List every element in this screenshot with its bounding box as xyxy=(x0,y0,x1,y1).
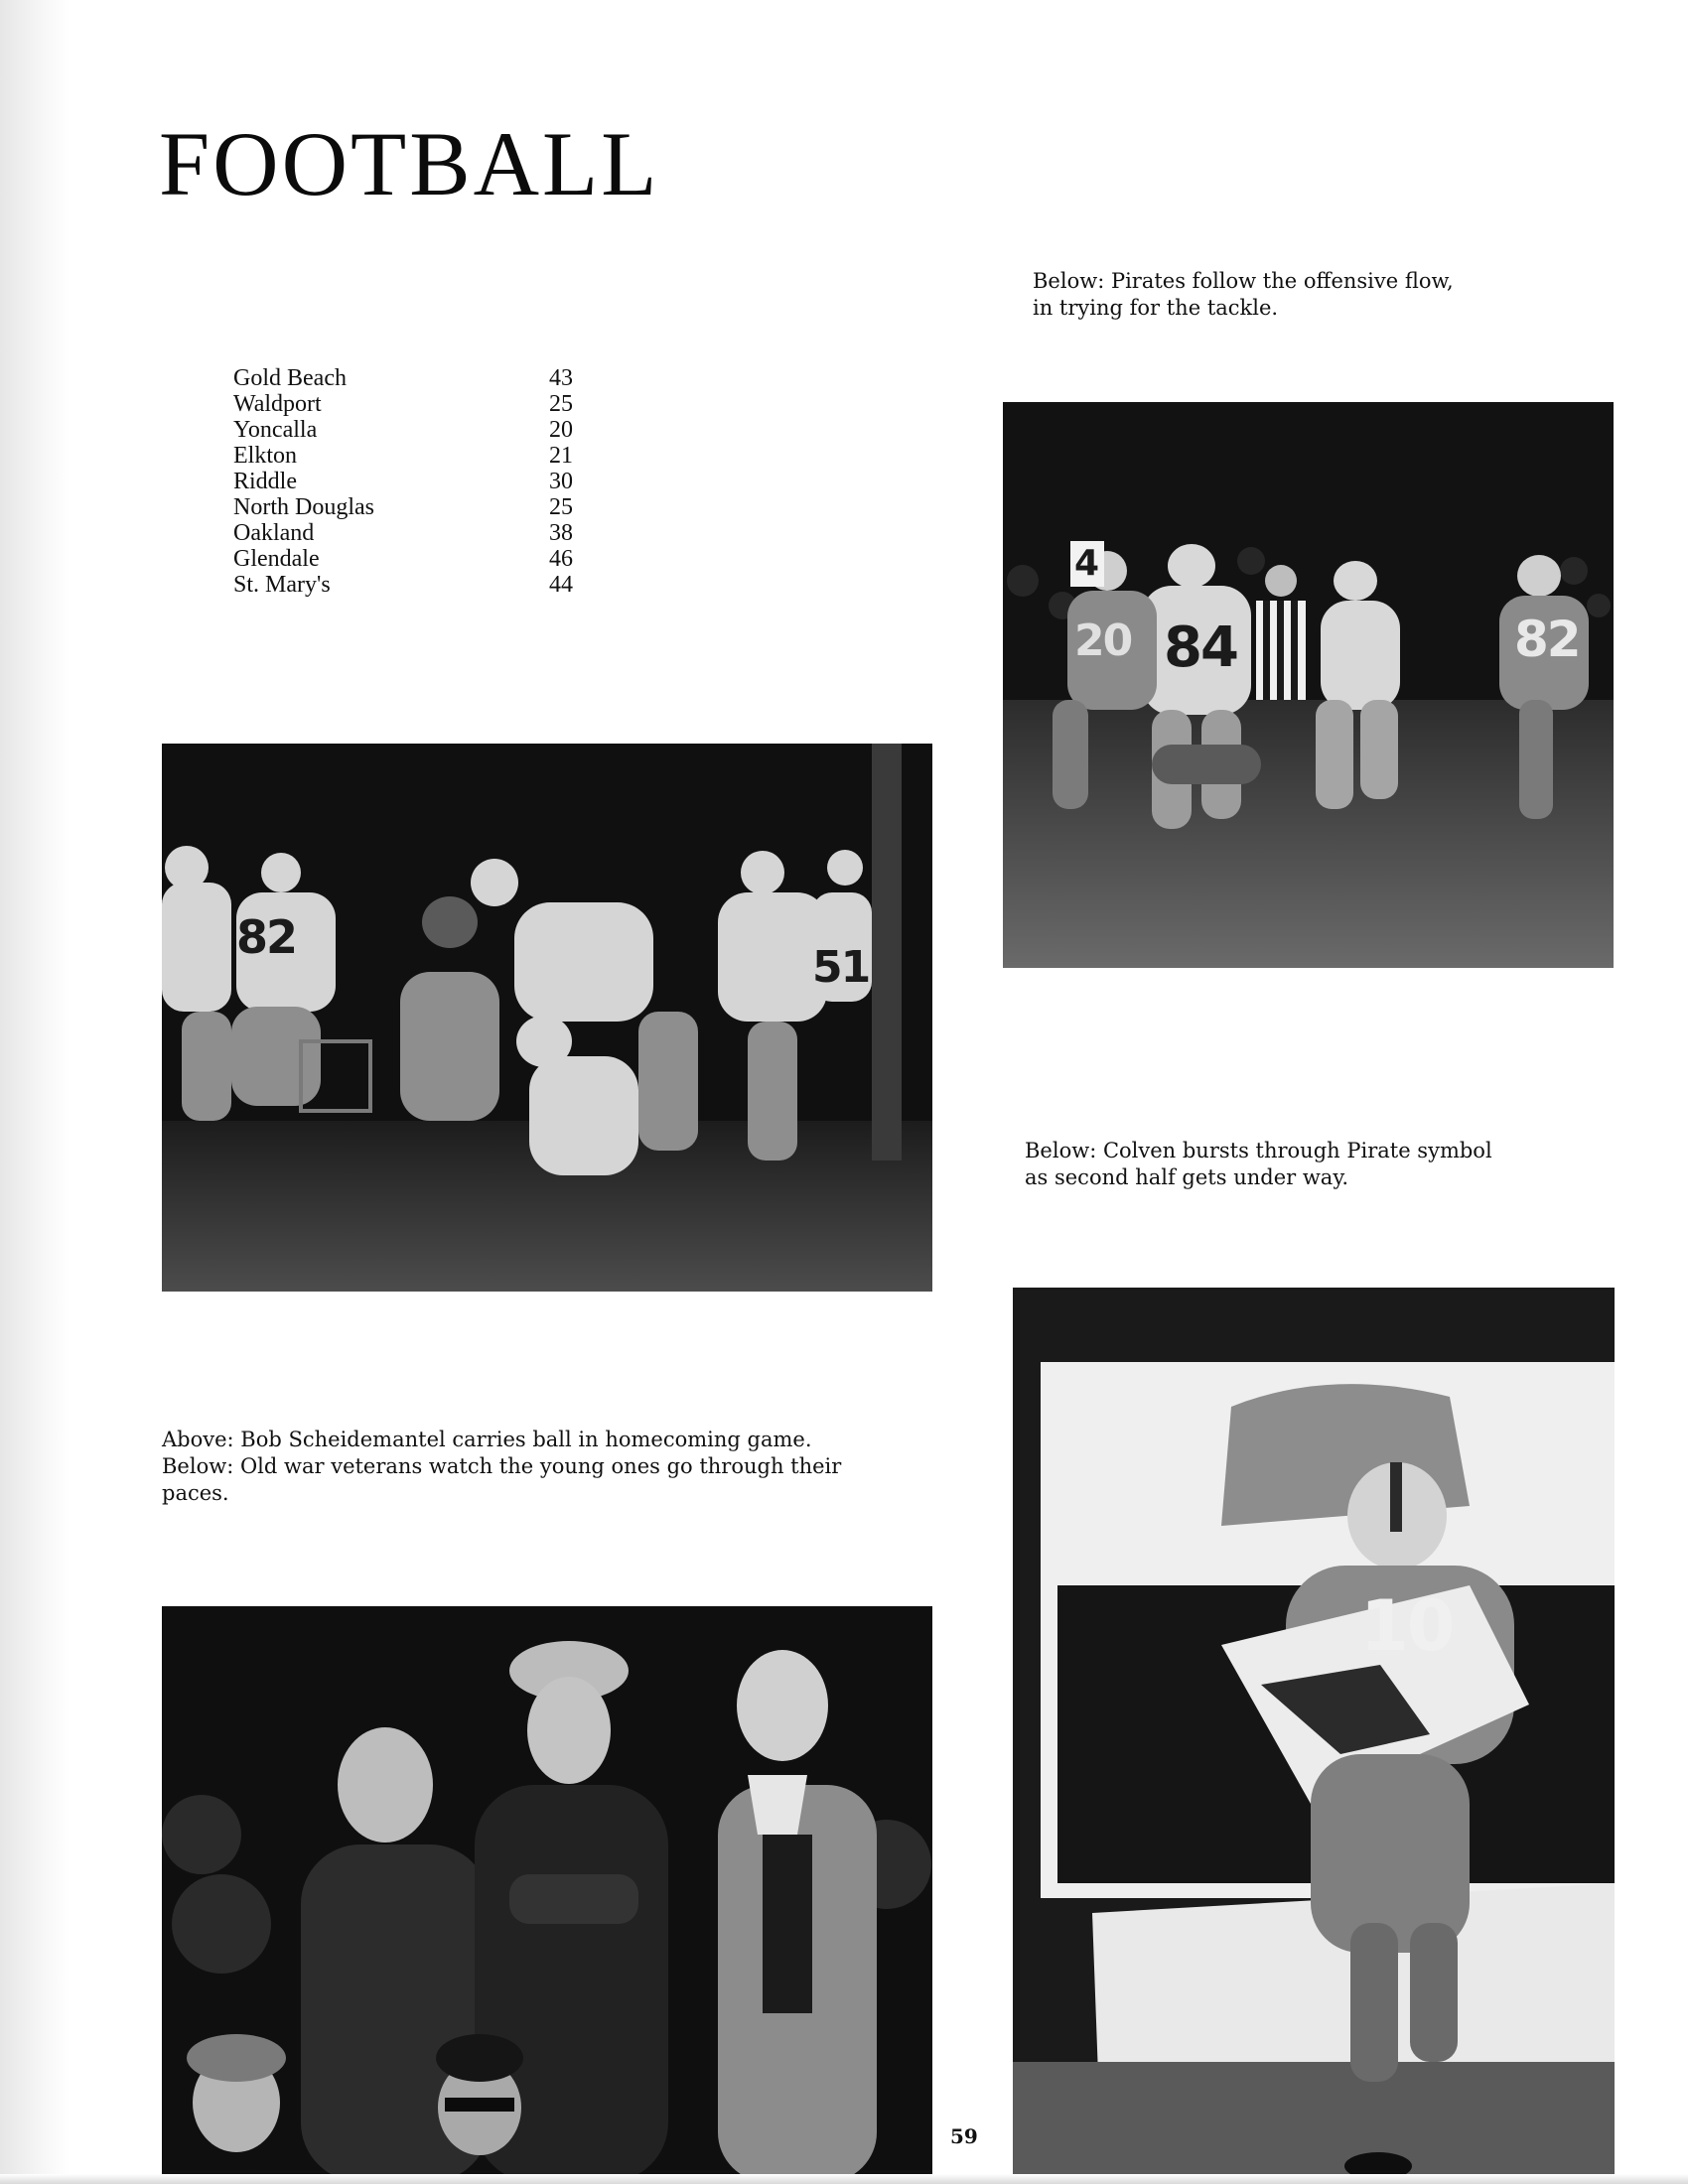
caption-line: in trying for the tackle. xyxy=(1033,296,1279,320)
season-scores-table xyxy=(233,365,591,598)
photo-colven-pirate-symbol xyxy=(1013,1288,1615,2184)
score-row xyxy=(233,417,591,443)
caption-tackle xyxy=(1033,268,1569,322)
photo-veterans-art xyxy=(162,1606,932,2184)
caption-carry-and-veterans xyxy=(162,1427,936,1507)
page-gutter-shadow xyxy=(0,0,70,2184)
score-points: 25 xyxy=(549,494,573,520)
photo-carry-art xyxy=(162,744,932,1292)
jersey-number: 20 xyxy=(1074,615,1132,666)
score-team: Waldport xyxy=(233,391,322,417)
caption-colven xyxy=(1025,1138,1561,1191)
page-number: 59 xyxy=(950,2124,978,2148)
page-title: FOOTBALL xyxy=(159,113,660,214)
page-bottom-shadow xyxy=(0,2174,1688,2184)
score-row xyxy=(233,365,591,391)
caption-line: Above: Bob Scheidemantel carries ball in homecoming game. xyxy=(162,1428,812,1451)
score-team: Elkton xyxy=(233,443,297,469)
jersey-number: 84 xyxy=(1164,615,1237,680)
score-points: 44 xyxy=(549,572,573,598)
jersey-number: 82 xyxy=(236,910,297,964)
photo-veterans-watching xyxy=(162,1606,932,2184)
score-team: Gold Beach xyxy=(233,365,347,391)
photo-pirates-tackle xyxy=(1003,402,1614,968)
score-row xyxy=(233,469,591,494)
score-points: 20 xyxy=(549,417,573,443)
photo-tackle-art xyxy=(1003,402,1614,968)
caption-line: as second half gets under way. xyxy=(1025,1165,1349,1189)
score-points: 30 xyxy=(549,469,573,494)
score-team: Riddle xyxy=(233,469,297,494)
photo-colven-art xyxy=(1013,1288,1615,2184)
score-row xyxy=(233,546,591,572)
score-points: 46 xyxy=(549,546,573,572)
jersey-number: 82 xyxy=(1514,611,1580,668)
score-row xyxy=(233,494,591,520)
score-row xyxy=(233,391,591,417)
score-row xyxy=(233,443,591,469)
jersey-number: 4 xyxy=(1074,543,1098,584)
caption-line: paces. xyxy=(162,1481,229,1505)
score-row xyxy=(233,520,591,546)
caption-line: Below: Colven bursts through Pirate symbol xyxy=(1025,1139,1492,1162)
caption-line: Below: Old war veterans watch the young ones go through their xyxy=(162,1454,842,1478)
score-points: 25 xyxy=(549,391,573,417)
score-team: Glendale xyxy=(233,546,320,572)
score-points: 38 xyxy=(549,520,573,546)
photo-homecoming-carry xyxy=(162,744,932,1292)
score-points: 43 xyxy=(549,365,573,391)
score-team: Oakland xyxy=(233,520,315,546)
jersey-number: 10 xyxy=(1360,1585,1454,1667)
score-points: 21 xyxy=(549,443,573,469)
jersey-number: 51 xyxy=(812,942,870,993)
score-team: North Douglas xyxy=(233,494,374,520)
score-team: Yoncalla xyxy=(233,417,318,443)
caption-line: Below: Pirates follow the offensive flow, xyxy=(1033,269,1454,293)
score-row xyxy=(233,572,591,598)
score-team: St. Mary's xyxy=(233,572,331,598)
